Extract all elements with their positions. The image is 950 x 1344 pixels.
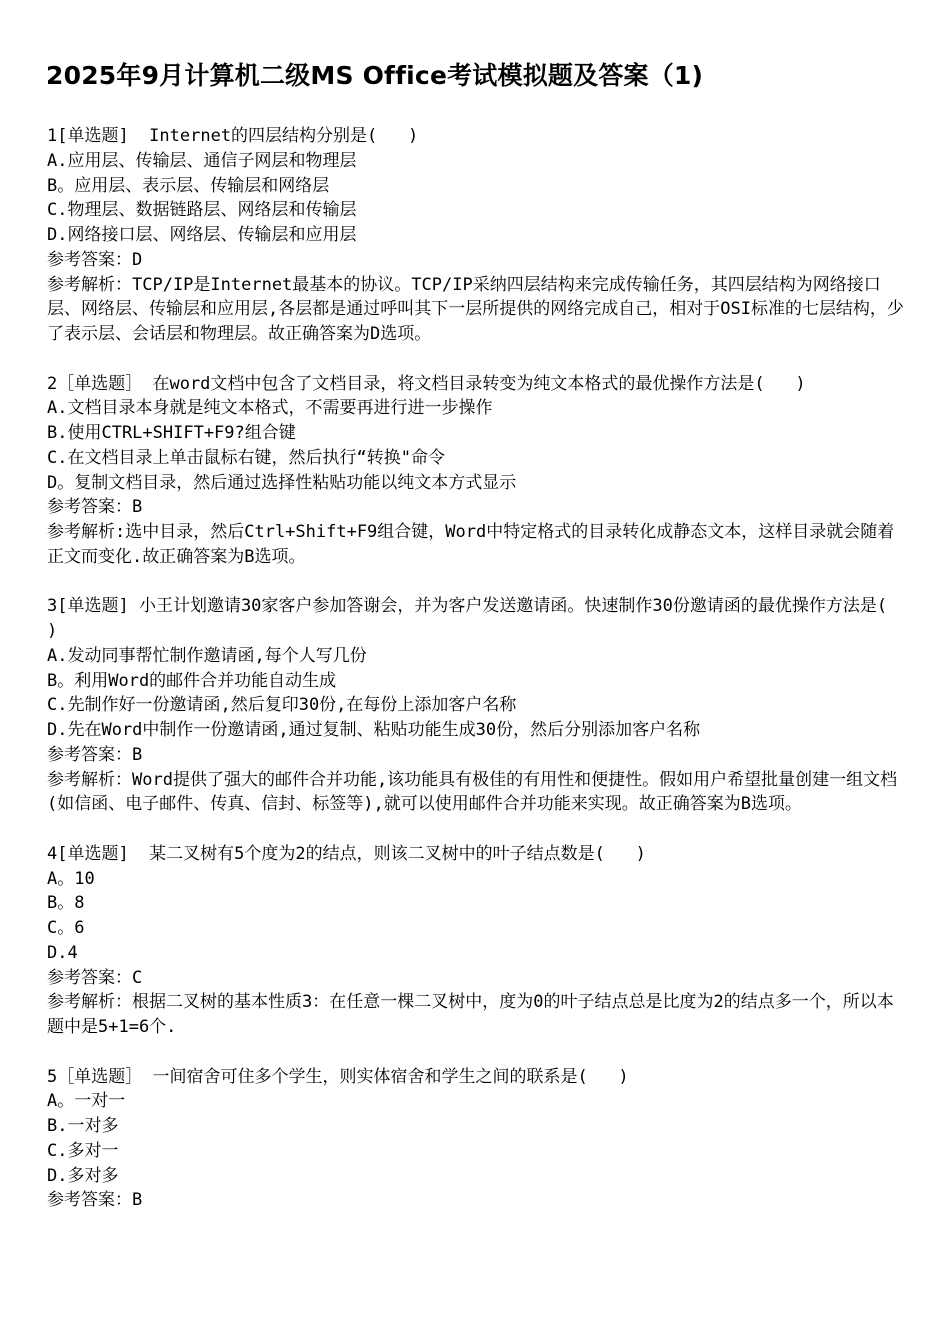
question-stem: 3[单选题] 小王计划邀请30家客户参加答谢会，并为客户发送邀请函。快速制作30份邀请函的最优操作方法是( ) [47,596,918,641]
option-d: D.多对多 [47,1165,119,1186]
option-c: C.多对一 [47,1140,119,1161]
reference-answer: 参考答案：B [47,1190,143,1211]
reference-answer: 参考答案：B [47,497,143,518]
question-stem: 4[单选题] 某二叉树有5个度为2的结点，则该二叉树中的叶子结点数是( ) [47,843,646,864]
reference-analysis: 参考解析：Word提供了强大的邮件合并功能,该功能具有极佳的有用性和便捷性。假如用户希望批量创建一组文档(如信函、电子邮件、传真、信封、标签等),就可以使用邮件合并功能来实现。故正确答案为B选项。 [47,769,898,815]
question-1 [47,124,909,347]
option-b: B。8 [47,893,85,914]
option-a: A.文档目录本身就是纯文本格式，不需要再进行进一步操作 [47,398,493,419]
reference-answer: 参考答案：B [47,744,143,765]
option-c: C.在文档目录上单击鼠标右键，然后执行“转换"命令 [47,447,445,468]
document-title: 2025年9月计算机二级MS Office考试模拟题及答案（1) [46,61,704,90]
option-a: A.发动同事帮忙制作邀请函,每个人写几份 [47,645,367,666]
question-list [47,124,918,1238]
option-b: B.使用CTRL+SHIFT+F9?组合键 [47,423,296,443]
reference-answer: 参考答案：D [47,249,143,270]
question-3 [47,594,918,817]
question-2 [47,372,909,570]
question-stem: 1[单选题] Internet的四层结构分别是( ) [47,126,419,146]
question-stem: 2［单选题］ 在word文档中包含了文档目录，将文档目录转变为纯文本格式的最优操作方法是( ) [47,373,806,394]
option-a: A。一对一 [47,1091,126,1112]
option-c: C.先制作好一份邀请函,然后复印30份,在每份上添加客户名称 [47,695,517,716]
option-d: D.网络接口层、网络层、传输层和应用层 [47,225,357,245]
option-c: C.物理层、数据链路层、网络层和传输层 [47,200,357,221]
reference-answer: 参考答案：C [47,967,143,988]
reference-analysis: 参考解析:选中目录，然后Ctrl+Shift+F9组合键，Word中特定格式的目录转化成静态文本，这样目录就会随着正文而变化.故正确答案为B选项。 [47,522,895,567]
option-b: B.一对多 [47,1116,119,1136]
option-d: D.先在Word中制作一份邀请函,通过复制、粘贴功能生成30份，然后分别添加客户名称 [47,720,701,740]
reference-analysis: 参考解析：根据二叉树的基本性质3：在任意一棵二叉树中，度为0的叶子结点总是比度为2的结点多一个，所以本题中是5+1=6个. [47,992,894,1037]
question-4 [47,842,909,1040]
option-a: A。10 [47,868,95,889]
option-d: D.4 [47,942,78,963]
option-c: C。6 [47,918,85,938]
option-a: A.应用层、传输层、通信子网层和物理层 [47,150,357,171]
option-b: B。应用层、表示层、传输层和网络层 [47,175,330,196]
question-stem: 5［单选题］ 一间宿舍可住多个学生，则实体宿舍和学生之间的联系是( ) [47,1066,629,1087]
option-d: D。复制文档目录，然后通过选择性粘贴功能以纯文本方式显示 [47,472,517,493]
question-5 [47,1065,909,1214]
option-b: B。利用Word的邮件合并功能自动生成 [47,670,337,691]
reference-analysis: 参考解析：TCP/IP是Internet最基本的协议。TCP/IP采纳四层结构来完成传输任务，其四层结构为网络接口层、网络层、传输层和应用层,各层都是通过呼叫其下一层所提供的网络完成自己，相对于OSI标准的七层结构，少了表示层、会话层和物理层。故正确答案为D选项。 [47,274,904,344]
